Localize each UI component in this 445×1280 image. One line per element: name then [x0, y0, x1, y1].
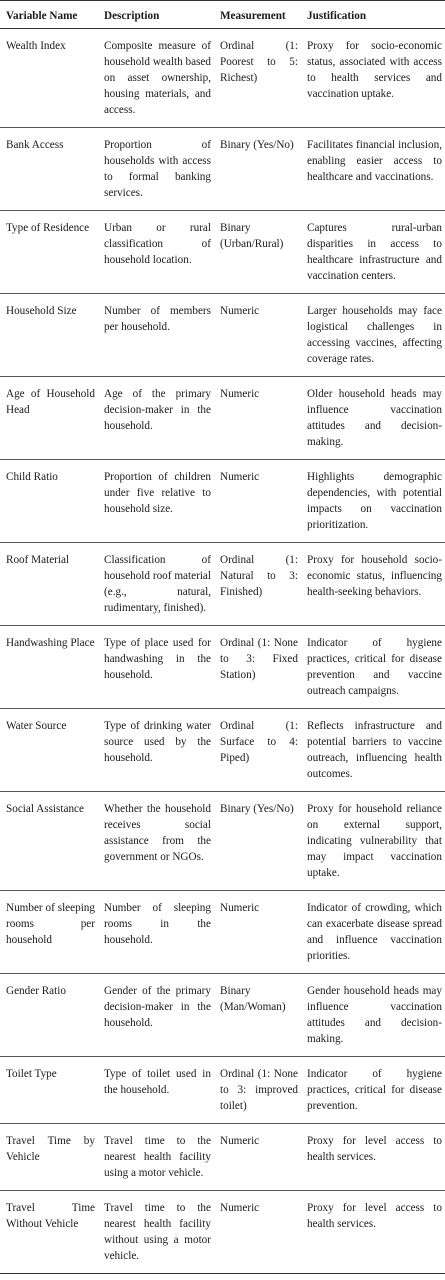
table-row — [0, 1124, 445, 1191]
description-cell: Travel time to the nearest health facility using a motor vehicle. — [104, 1135, 211, 1179]
measurement-cell: Ordinal (1: Poorest to 5: Richest) — [220, 40, 298, 84]
description-cell: Proportion of children under five relative to household size. — [104, 471, 211, 515]
description-cell: Type of place used for handwashing in the household. — [104, 637, 211, 681]
variable-name-cell: Household Size — [6, 305, 77, 317]
measurement-cell: Numeric — [220, 902, 260, 914]
measurement-cell: Binary (Urban/Rural) — [220, 222, 284, 250]
justification-cell: Proxy for level access to health services. — [307, 1135, 442, 1163]
variable-name-cell: Travel Time by Vehicle — [6, 1135, 95, 1163]
description-cell: Age of the primary decision-maker in the household. — [104, 388, 211, 432]
description-cell: Classification of household roof material (e.g., natural, rudimentary, finished). — [104, 554, 211, 614]
table-row — [0, 543, 445, 626]
column-header-description: Description — [104, 10, 160, 22]
measurement-cell: Numeric — [220, 305, 260, 317]
description-cell: Type of drinking water source used by the household. — [104, 720, 211, 764]
header-row — [0, 1, 445, 29]
table-row — [0, 377, 445, 460]
variable-name-cell: Bank Access — [6, 139, 64, 151]
measurement-cell: Binary (Man/Woman) — [220, 985, 286, 1013]
measurement-cell: Ordinal (1: Natural to 3: Finished) — [220, 554, 298, 598]
table-row — [0, 626, 445, 709]
measurement-cell: Numeric — [220, 388, 260, 400]
table-row — [0, 1191, 445, 1274]
measurement-cell: Numeric — [220, 471, 260, 483]
measurement-cell: Numeric — [220, 1135, 260, 1147]
table-header — [0, 1, 445, 29]
table-row — [0, 294, 445, 377]
table-row — [0, 29, 445, 128]
variable-name-cell: Child Ratio — [6, 471, 58, 483]
justification-cell: Indicator of hygiene practices, critical for disease prevention and vaccine outreach campaigns. — [307, 637, 442, 697]
variable-name-cell: Wealth Index — [6, 40, 66, 52]
table-row — [0, 891, 445, 974]
justification-cell: Facilitates financial inclusion, enabling easier access to healthcare and vaccinations. — [307, 139, 442, 183]
table-row — [0, 1057, 445, 1124]
measurement-cell: Ordinal (1: None to 3: improved toilet) — [220, 1068, 298, 1112]
variable-name-cell: Number of sleeping rooms per household — [6, 902, 95, 946]
table-row — [0, 974, 445, 1057]
justification-cell: Gender household heads may influence vaccination attitudes and decision-making. — [307, 985, 442, 1045]
measurement-cell: Binary (Yes/No) — [220, 803, 294, 815]
variable-name-cell: Social Assistance — [6, 803, 84, 815]
column-header-justification: Justification — [307, 10, 367, 22]
description-cell: Whether the household receives social assistance from the government or NGOs. — [104, 803, 211, 863]
description-cell: Type of toilet used in the household. — [104, 1068, 211, 1096]
table-row — [0, 792, 445, 891]
justification-cell: Indicator of hygiene practices, critical for disease prevention. — [307, 1068, 442, 1112]
justification-cell: Older household heads may influence vaccination attitudes and decision-making. — [307, 388, 442, 448]
variable-name-cell: Handwashing Place — [6, 637, 95, 649]
table-body — [0, 29, 445, 1274]
variable-name-cell: Age of Household Head — [6, 388, 95, 416]
justification-cell: Proxy for socio-economic status, associated with access to health services and vaccination uptake. — [307, 40, 442, 100]
measurement-cell: Ordinal (1: Surface to 4: Piped) — [220, 720, 298, 764]
measurement-cell: Binary (Yes/No) — [220, 139, 294, 151]
justification-cell: Highlights demographic dependencies, with potential impacts on vaccination prioritization. — [307, 471, 442, 531]
description-cell: Gender of the primary decision-maker in the household. — [104, 985, 211, 1029]
description-cell: Composite measure of household wealth based on asset ownership, housing materials, and access. — [104, 40, 211, 116]
variable-name-cell: Type of Residence — [6, 222, 90, 234]
table-row — [0, 211, 445, 294]
description-cell: Travel time to the nearest health facility without using a motor vehicle. — [104, 1202, 211, 1262]
justification-cell: Larger households may face logistical challenges in accessing vaccines, affecting coverage rates. — [307, 305, 442, 365]
justification-cell: Proxy for household reliance on external support, indicating vulnerability that may impact vaccination uptake. — [307, 803, 442, 879]
column-header-variable-name: Variable Name — [6, 10, 78, 22]
table-row — [0, 460, 445, 543]
measurement-cell: Numeric — [220, 1202, 260, 1214]
justification-cell: Proxy for level access to health services. — [307, 1202, 442, 1230]
justification-cell: Captures rural-urban disparities in access to healthcare infrastructure and vaccination centers. — [307, 222, 442, 282]
justification-cell: Reflects infrastructure and potential barriers to vaccine outreach, influencing health outcomes. — [307, 720, 442, 780]
column-header-measurement: Measurement — [220, 10, 286, 22]
table-row — [0, 128, 445, 211]
table-row — [0, 709, 445, 792]
measurement-cell: Ordinal (1: None to 3: Fixed Station) — [220, 637, 298, 681]
description-cell: Proportion of households with access to formal banking services. — [104, 139, 211, 199]
description-cell: Number of members per household. — [104, 305, 211, 333]
variable-name-cell: Roof Material — [6, 554, 70, 566]
variable-name-cell: Travel Time Without Vehicle — [6, 1202, 95, 1230]
variable-name-cell: Gender Ratio — [6, 985, 66, 997]
justification-cell: Indicator of crowding, which can exacerbate disease spread and influence vaccination priorities. — [307, 902, 442, 962]
justification-cell: Proxy for household socio-economic status, influencing health-seeking behaviors. — [307, 554, 442, 598]
description-cell: Number of sleeping rooms in the household. — [104, 902, 211, 946]
description-cell: Urban or rural classification of household location. — [104, 222, 211, 266]
variable-name-cell: Water Source — [6, 720, 67, 732]
variable-name-cell: Toilet Type — [6, 1068, 57, 1080]
